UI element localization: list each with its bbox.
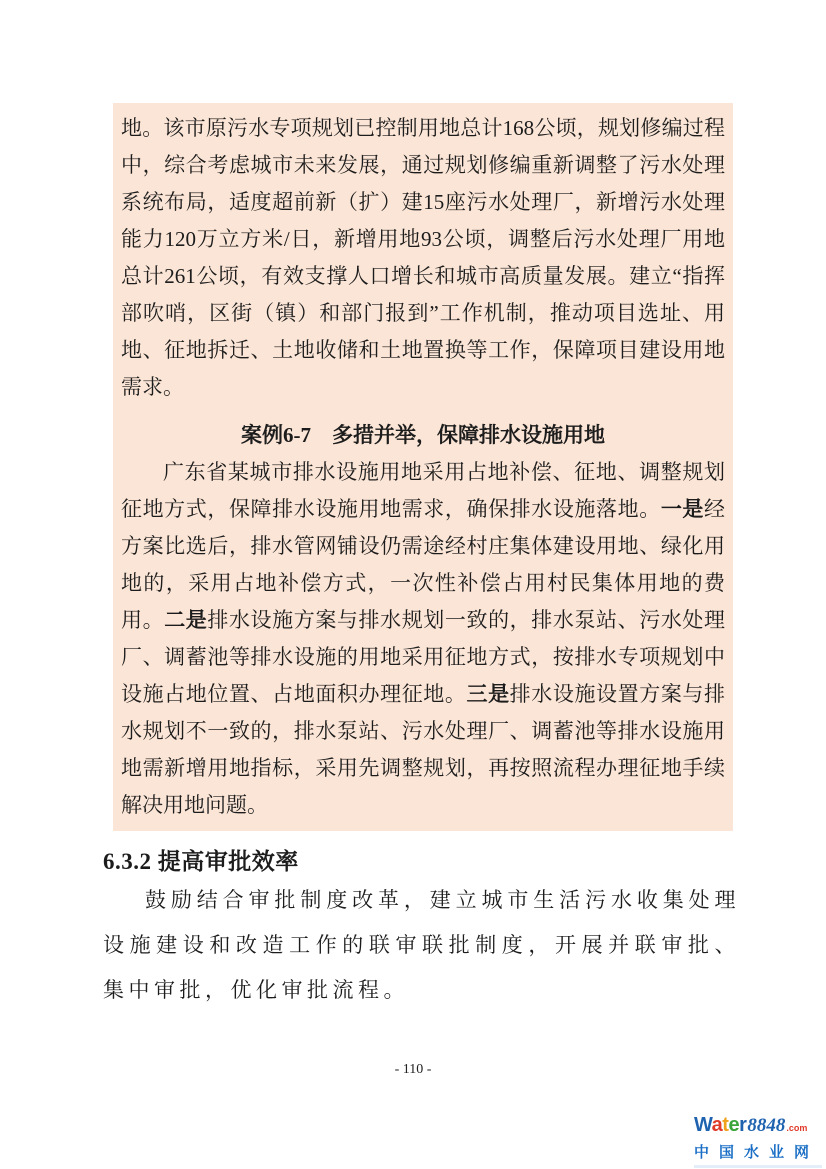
brand-letter: r [739,1114,747,1136]
section-heading: 6.3.2 提高审批效率 [103,849,299,874]
case-study-box [113,410,733,831]
brand-letter: e [728,1114,740,1136]
text-run: 广东省某城市排水设施用地采用占地补偿、征地、调整规划征地方式，保障排水设施用地需求，确保排水设施落地。 [121,460,725,521]
text-run: 排水设施设置方案与排水规划不一致的，排水泵站、污水处理厂、调蓄池等排水设施用地需新增用地指标，采用先调整规划，再按照流程办理征地手续解决用地问题。 [121,682,726,817]
brand-letter: t [722,1114,729,1136]
emphasis-run: 二是 [164,608,208,632]
water8848-brand-line [694,1114,822,1137]
water8848-brand-number: 8848 [747,1115,786,1136]
emphasis-run: 三是 [466,682,510,706]
emphasis-run: 一是 [660,497,704,521]
case-study-paragraph [121,454,725,824]
water8848-brand-word [694,1114,746,1137]
highlighted-paragraph-box [113,103,733,413]
text-run: 经方案比选后，排水管网铺设仍需途经村庄集体建设用地、绿化用地的，采用占地补偿方式，一次性补偿占用村民集体用地的费用。 [121,497,725,632]
water8848-underline [694,1165,822,1168]
page-number: - 110 - [394,1062,432,1077]
text-run: 排水设施方案与排水规划一致的，排水泵站、污水处理厂、调蓄池等排水设施的用地采用征地方式，按排水专项规划中设施占地位置、占地面积办理征地。 [121,608,726,706]
highlighted-paragraph-text: 地。该市原污水专项规划已控制用地总计168公顷，规划修编过程中，综合考虑城市未来发展，通过规划修编重新调整了污水处理系统布局，适度超前新（扩）建15座污水处理厂，新增污水处理能力120万立方米/日，新增用地93公顷，调整后污水处理厂用地总计261公顷，有效支撑人口增长和城市高质量发展。建立“指挥部吹哨，区街（镇）和部门报到”工作机制，推动项目选址、用地、征地拆迁、土地收储和土地置换等工作，保障项目建设用地需求。 [121,116,725,399]
water8848-subtitle: 中国水业网 [694,1144,820,1161]
section-paragraph: 鼓励结合审批制度改革，建立城市生活污水收集处理设施建设和改造工作的联审联批制度，开展并联审批、集中审批，优化审批流程。 [103,888,740,1002]
water8848-watermark [694,1114,822,1168]
case-study-title: 案例6-7 多措并举，保障排水设施用地 [241,423,605,447]
brand-letter: W [694,1114,712,1136]
water8848-brand-tld: .com [786,1123,808,1133]
brand-letter: a [711,1114,723,1136]
